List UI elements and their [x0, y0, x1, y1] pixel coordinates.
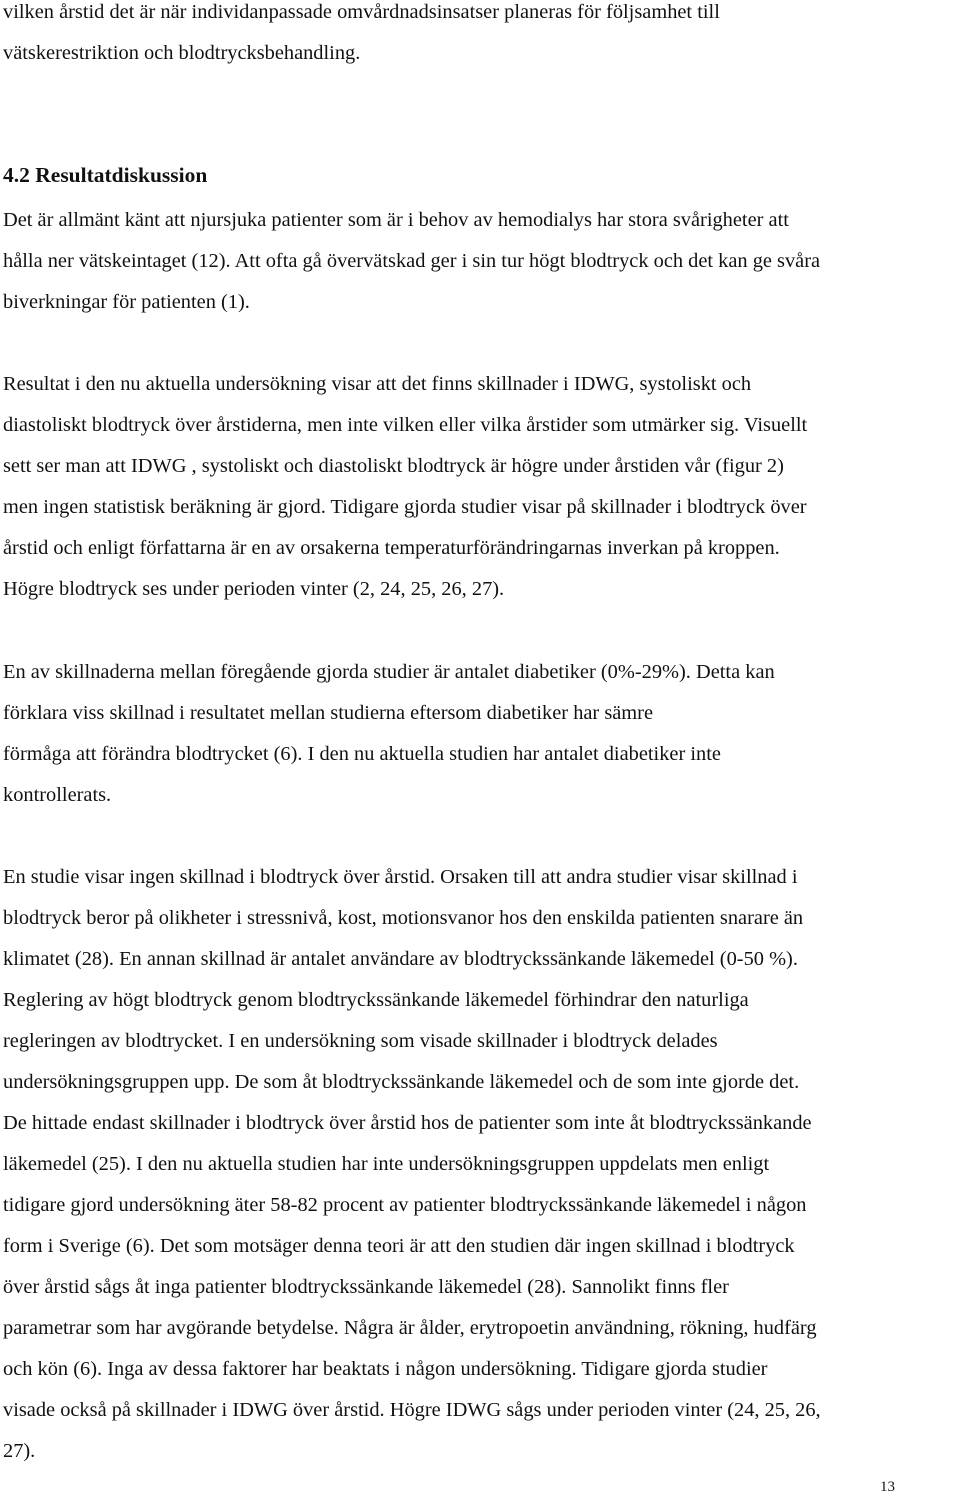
text-line: hålla ner vätskeintaget (12). Att ofta gå övervätskad ger i sin tur högt blodtryck och det kan ge svåra	[3, 250, 821, 272]
text-line: klimatet (28). En annan skillnad är antalet användare av blodtryckssänkande läkemedel (0-50 %).	[3, 948, 798, 970]
text-line: förmåga att förändra blodtrycket (6). I den nu aktuella studien har antalet diabetiker inte	[3, 743, 721, 765]
text-line: Resultat i den nu aktuella undersökning visar att det finns skillnader i IDWG, systoliskt och	[3, 373, 752, 395]
text-line: biverkningar för patienten (1).	[3, 291, 250, 313]
text-line: förklara viss skillnad i resultatet mellan studierna eftersom diabetiker har sämre	[3, 702, 654, 724]
text-line: tidigare gjord undersökning äter 58-82 procent av patienter blodtryckssänkande läkemedel i någon	[3, 1194, 807, 1216]
text-line: vätskerestriktion och blodtrycksbehandling.	[3, 42, 361, 64]
text-line: vilken årstid det är när individanpassade omvårdnadsinsatser planeras för följsamhet till	[3, 1, 720, 23]
text-line: blodtryck beror på olikheter i stressnivå, kost, motionsvanor hos den enskilda patienten snarare än	[3, 907, 804, 929]
text-line: De hittade endast skillnader i blodtryck över årstid hos de patienter som inte åt blodtryckssänkande	[3, 1112, 812, 1134]
section-heading: 4.2 Resultatdiskussion	[3, 163, 208, 187]
text-line: men ingen statistisk beräkning är gjord. Tidigare gjorda studier visar på skillnader i blodtryck över	[3, 496, 807, 518]
text-line: visade också på skillnader i IDWG över årstid. Högre IDWG sågs under perioden vinter (24, 25, 26,	[3, 1399, 821, 1421]
text-line: diastoliskt blodtryck över årstiderna, men inte vilken eller vilka årstider som utmärker sig. Visuellt	[3, 414, 808, 436]
text-line: En av skillnaderna mellan föregående gjorda studier är antalet diabetiker (0%-29%). Detta kan	[3, 661, 775, 683]
text-line: En studie visar ingen skillnad i blodtryck över årstid. Orsaken till att andra studier visar skillnad i	[3, 866, 798, 888]
text-line: läkemedel (25). I den nu aktuella studien har inte undersökningsgruppen uppdelats men enligt	[3, 1153, 770, 1175]
page-number: 13	[880, 1479, 895, 1495]
text-line: årstid och enligt författarna är en av orsakerna temperaturförändringarnas inverkan på kroppen.	[3, 537, 780, 559]
text-line: parametrar som har avgörande betydelse. Några är ålder, erytropoetin användning, rökning, hudfärg	[3, 1317, 817, 1339]
text-line: Det är allmänt känt att njursjuka patienter som är i behov av hemodialys har stora svårigheter att	[3, 209, 789, 231]
text-line: sett ser man att IDWG , systoliskt och diastoliskt blodtryck är högre under årstiden vår (figur 2)	[3, 455, 784, 477]
text-line: över årstid sågs åt inga patienter blodtryckssänkande läkemedel (28). Sannolikt finns fler	[3, 1276, 729, 1298]
text-line: undersökningsgruppen upp. De som åt blodtryckssänkande läkemedel och de som inte gjorde det.	[3, 1071, 800, 1093]
text-line: och kön (6). Inga av dessa faktorer har beaktats i någon undersökning. Tidigare gjorda studier	[3, 1358, 768, 1380]
text-line: 27).	[3, 1440, 36, 1462]
text-line: regleringen av blodtrycket. I en undersökning som visade skillnader i blodtryck delades	[3, 1030, 718, 1052]
text-line: Reglering av högt blodtryck genom blodtryckssänkande läkemedel förhindrar den naturliga	[3, 989, 749, 1011]
text-line: form i Sverige (6). Det som motsäger denna teori är att den studien där ingen skillnad i blodtryck	[3, 1235, 795, 1257]
text-line: kontrollerats.	[3, 784, 112, 806]
text-line: Högre blodtryck ses under perioden vinter (2, 24, 25, 26, 27).	[3, 578, 505, 600]
